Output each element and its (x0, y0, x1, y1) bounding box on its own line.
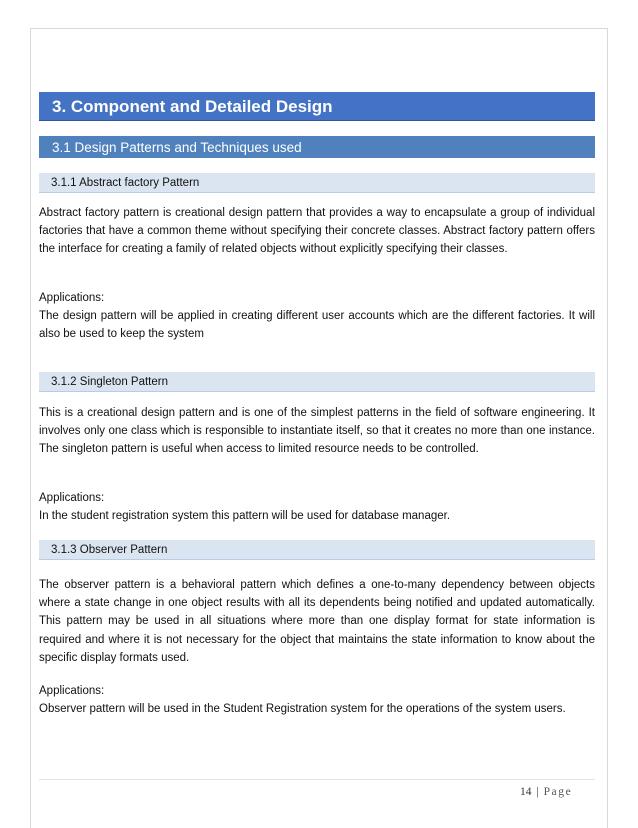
singleton-applications-label: Applications: (39, 492, 105, 504)
page-number: 14 (520, 786, 532, 798)
singleton-description: This is a creational design pattern and is one of the simplest patterns in the field of software engineering. It involves only one class which is responsible to instantiate itself, so that it creates no more than one instance. The singleton pattern is useful when access to limited resource needs to be controlled. (39, 407, 595, 456)
singleton-applications-text: In the student registration system this pattern will be used for database manager. (39, 510, 451, 522)
section-heading: 3.1 Design Patterns and Techniques used (39, 136, 595, 158)
footer-separator: | (536, 786, 539, 798)
subsection-heading-observer: 3.1.3 Observer Pattern (39, 540, 595, 560)
footer-divider (39, 779, 595, 780)
observer-applications-label: Applications: (39, 685, 105, 697)
page-label: Page (543, 786, 573, 798)
observer-applications-text: Observer pattern will be used in the Student Registration system for the operations of the system users. (39, 703, 566, 715)
abstract-factory-applications-label: Applications: (39, 292, 105, 304)
abstract-factory-description: Abstract factory pattern is creational design pattern that provides a way to encapsulate a group of individual factories that have a common theme without specifying their concrete classes. Abstract factory pattern offers the interface for creating a family of related objects without explicitly specifying their classes. (39, 207, 595, 256)
subsection-heading-singleton: 3.1.2 Singleton Pattern (39, 372, 595, 392)
chapter-heading: 3. Component and Detailed Design (39, 92, 595, 121)
abstract-factory-applications-text: The design pattern will be applied in creating different user accounts which are the different factories. It will also be used to keep the system (39, 310, 595, 341)
subsection-heading-abstract-factory: 3.1.1 Abstract factory Pattern (39, 173, 595, 193)
page-footer (520, 786, 600, 798)
observer-description: The observer pattern is a behavioral pattern which defines a one-to-many dependency between objects where a state change in one object results with all its dependents being notified and updated automatically. This pattern may be used in all situations where more than one display format for state information is required and where it is not necessary for the object that maintains the state information to know about the specific display formats used. (39, 579, 595, 664)
